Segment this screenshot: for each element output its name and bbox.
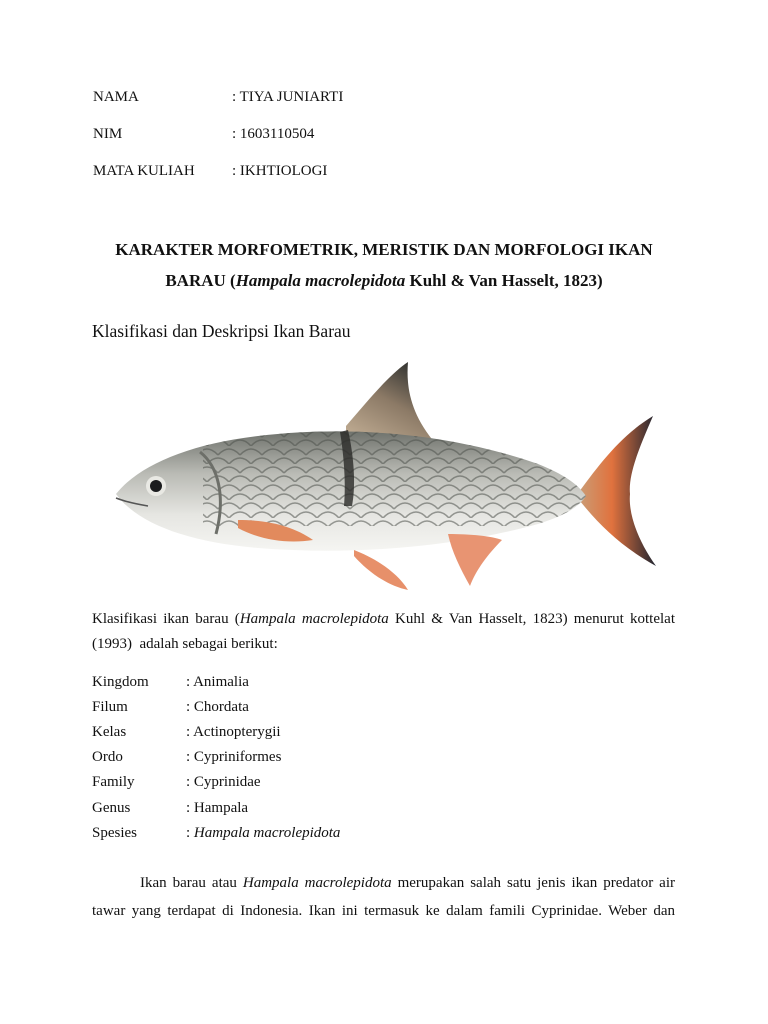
- identity-value: : TIYA JUNIARTI: [232, 89, 344, 105]
- taxonomy-rank: Spesies: [92, 825, 137, 841]
- identity-value: : IKHTIOLOGI: [232, 163, 328, 179]
- intro-paragraph: [92, 607, 675, 657]
- title-line-1: KARAKTER MORFOMETRIK, MERISTIK DAN MORFOLOGI IKAN: [115, 240, 653, 259]
- identity-key: NAMA: [93, 89, 139, 105]
- description-suffix: merupakan salah satu jenis ikan predator air: [391, 875, 676, 891]
- intro-suffix: Kuhl & Van Hasselt, 1823) menurut kottelat: [388, 611, 676, 627]
- taxonomy-value: : Hampala: [186, 800, 249, 816]
- taxonomy-rank: Genus: [92, 800, 131, 816]
- identity-value: : 1603110504: [232, 126, 315, 142]
- fish-illustration: [108, 356, 668, 596]
- taxonomy-species: Hampala macrolepidota: [193, 825, 341, 841]
- taxonomy-rank: Kingdom: [92, 674, 149, 690]
- title-species: Hampala macrolepidota: [235, 271, 406, 290]
- section-heading: Klasifikasi dan Deskripsi Ikan Barau: [92, 321, 351, 341]
- title-prefix: BARAU (: [165, 271, 236, 290]
- taxonomy-value: : Animalia: [186, 674, 249, 690]
- taxonomy-value-prefix: :: [186, 825, 194, 841]
- taxonomy-value: : Actinopterygii: [186, 724, 281, 740]
- description-species: Hampala macrolepidota: [242, 875, 392, 891]
- taxonomy-value: [186, 824, 340, 842]
- description-paragraph: [92, 869, 675, 925]
- intro-species: Hampala macrolepidota: [239, 611, 389, 627]
- taxonomy-rank: Family: [92, 774, 135, 790]
- intro-line-1: [92, 607, 675, 632]
- taxonomy-value: : Chordata: [186, 699, 249, 715]
- description-line-1: [92, 869, 675, 897]
- title-suffix: Kuhl & Van Hasselt, 1823): [405, 271, 603, 290]
- taxonomy-rank: Kelas: [92, 724, 127, 740]
- identity-key: MATA KULIAH: [93, 163, 195, 179]
- intro-prefix: Klasifikasi ikan barau (: [92, 611, 240, 627]
- taxonomy-rank: Filum: [92, 699, 128, 715]
- intro-line-2: (1993) adalah sebagai berikut:: [92, 636, 278, 652]
- taxonomy-rank: Ordo: [92, 749, 123, 765]
- description-prefix: Ikan barau atau: [140, 875, 243, 891]
- title-line-2: [60, 265, 708, 296]
- identity-key: NIM: [93, 126, 123, 142]
- taxonomy-value: : Cyprinidae: [186, 774, 261, 790]
- document-title: [60, 234, 708, 296]
- taxonomy-value: : Cypriniformes: [186, 749, 282, 765]
- description-line-2: tawar yang terdapat di Indonesia. Ikan ini termasuk ke dalam famili Cyprinidae. Weber dan: [92, 903, 675, 919]
